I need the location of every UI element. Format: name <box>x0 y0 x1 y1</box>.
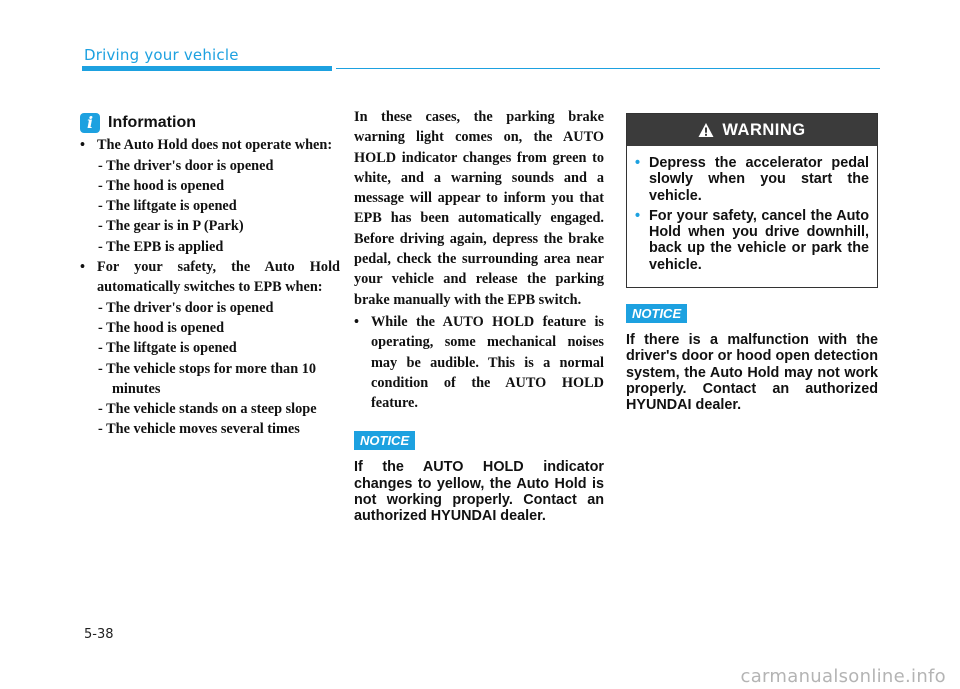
column-information <box>80 113 340 440</box>
noise-bullet: • While the AUTO HOLD feature is operating, some mechanical noises may be audible. This is a normal condition of the AUTO HOLD feature. <box>354 313 604 412</box>
header-rule-thick <box>82 66 332 71</box>
info-icon: i <box>80 113 100 133</box>
info-sub-item: - The driver's door is opened <box>98 299 274 316</box>
warning-body <box>627 146 877 287</box>
warning-box <box>626 113 878 288</box>
bullet-icon: • <box>635 155 641 171</box>
info-sub-item: - The liftgate is opened <box>98 340 237 357</box>
header-rule-thin <box>336 68 880 69</box>
info-sub-item: - The hood is opened <box>98 319 225 336</box>
column-continued <box>354 107 604 525</box>
info-sub-item: - The driver's door is opened <box>98 157 274 174</box>
column-warning <box>626 113 878 414</box>
information-heading <box>80 113 340 133</box>
info-bullet: • The Auto Hold does not operate when: <box>80 137 333 154</box>
info-sub-item: - The EPB is applied <box>98 238 224 255</box>
epb-paragraph: In these cases, the parking brake warning light comes on, the AUTO HOLD indicator changes from green to white, and a warning sounds and a message will appear to inform you that EPB has been automatically engaged. Before driving again, depress the brake pedal, check the surrounding area near your vehicle and release the parking brake manually with the EPB switch. <box>354 109 604 308</box>
info-sub-item: - The gear is in P (Park) <box>98 218 244 235</box>
watermark: carmanualsonline.info <box>740 666 946 687</box>
section-title: Driving your vehicle <box>84 46 239 64</box>
warning-triangle-icon <box>698 122 714 138</box>
warning-item: • Depress the accelerator pedal slowly when you start the vehicle. <box>635 155 869 204</box>
warning-title: WARNING <box>722 120 806 139</box>
warning-header <box>627 114 877 146</box>
information-title: Information <box>108 114 196 131</box>
warning-item: • For your safety, cancel the Auto Hold when you drive downhill, back up the vehicle or park the vehicle. <box>635 207 869 273</box>
bullet-icon: • <box>635 207 641 224</box>
info-sub-item: - The vehicle stops for more than 10 minutes <box>98 360 317 397</box>
info-sub-item: - The hood is opened <box>98 177 225 194</box>
info-sub-item: - The liftgate is opened <box>98 198 237 215</box>
notice-badge: NOTICE <box>354 431 415 450</box>
notice-text: If there is a malfunction with the driver's door or hood open detection system, the Auto Hold may not work properly. Contact an authorized HYUNDAI dealer. <box>626 332 878 414</box>
info-bullet: • For your safety, the Auto Hold automatically switches to EPB when: <box>80 259 340 296</box>
page-number: 5-38 <box>84 627 114 642</box>
notice-text: If the AUTO HOLD indicator changes to yellow, the Auto Hold is not working properly. Contact an authorized HYUNDAI dealer. <box>354 459 604 525</box>
info-sub-item: - The vehicle moves several times <box>98 421 300 438</box>
info-sub-item: - The vehicle stands on a steep slope <box>98 401 317 418</box>
notice-badge: NOTICE <box>626 304 687 323</box>
